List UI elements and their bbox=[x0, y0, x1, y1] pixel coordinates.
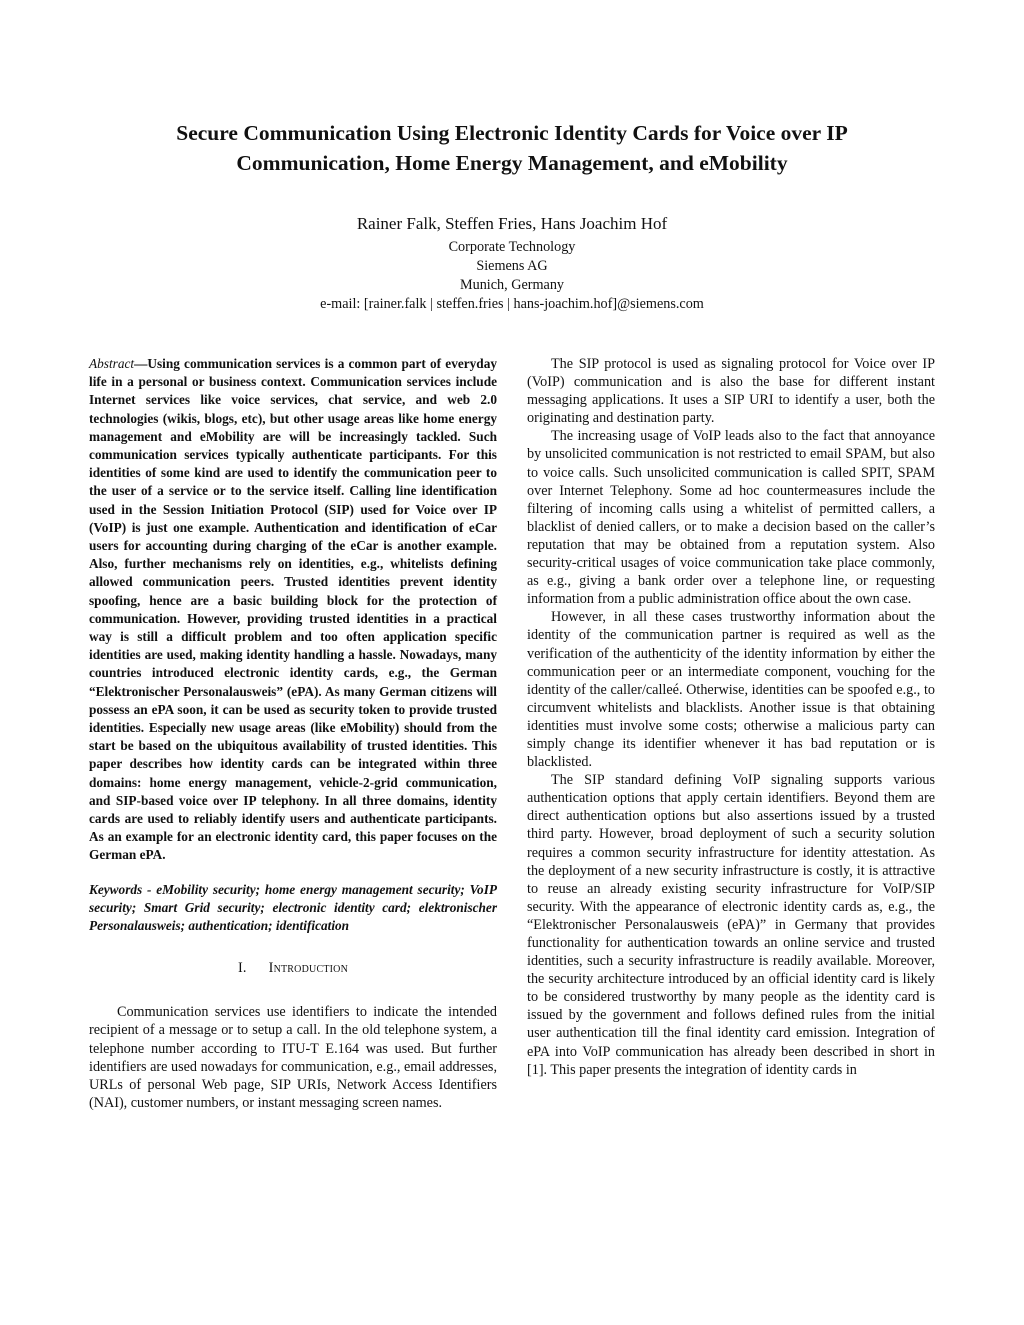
abstract-dash: — bbox=[134, 356, 148, 371]
intro-paragraph: Communication services use identifiers to indicate the intended recipient of a message or to setup a call. In the old telephone system, a telephone number according to ITU-T E.164 was used. But further identifiers are used nowadays for communication, e.g., email addresses, URLs of personal Web page, SIP URIs, Network Access Identifiers (NAI), customer numbers, or instant messaging screen names. bbox=[89, 1004, 497, 1111]
affiliation-email: e-mail: [rainer.falk | steffen.fries | hans-joachim.hof]@siemens.com bbox=[320, 296, 704, 312]
section-title: Introduction bbox=[268, 960, 348, 977]
abstract bbox=[89, 355, 497, 865]
paper-title bbox=[80, 118, 944, 178]
abstract-text: Using communication services is a common part of everyday life in a personal or business context. Communication services include Internet services like voice services, chat service, and web 2.0 technologies (wikis, blogs, etc), but other usage areas like home energy management and eMobility are will be increasingly tackled. Such communication services typically authenticate participants. For this identities of some kind are used to identify the communication peer to the user of a service or to the service itself. Calling line identification used in the Session Initiation Protocol (SIP) used for Voice over IP (VoIP) is just one example. Authentication and identification of eCar users for accounting during charging of the eCar is another example. Also, further mechanisms rely on identities, e.g., whitelists defining allowed communication peers. Trusted identities prevent identity spoofing, hence are a basic building block for the protection of communication. However, providing trusted identities in a practical way is still a difficult problem and too often application specific identities are used, making identity handling a hassle. Nowadays, many countries introduced electronic identity cards, e.g., the German “Elektronischer Personalausweis” (ePA). As many German citizens will possess an ePA soon, it can be used as security token to provide trusted identities. Especially new usage areas (like eMobility) should from the start be based on the ubiquitous availability of trusted identities. This paper describes how identity cards can be integrated within three domains: home energy management, vehicle-2-grid communication, and SIP-based voice over IP telephony. In all three domains, identity cards are used to reliably identify users and authenticate participants. As an example for an electronic identity card, this paper focuses on the German ePA. bbox=[89, 356, 497, 863]
section-heading-introduction bbox=[89, 959, 497, 977]
affiliation-dept: Corporate Technology bbox=[448, 239, 576, 255]
body-paragraph: The increasing usage of VoIP leads also to the fact that annoyance by unsolicited communication is not restricted to email SPAM, but also to voice calls. Such unsolicited communication is called SPIT, SPAM over Internet Telephony. Some ad hoc countermeasures include the filtering of incoming calls using a whitelist of permitted callers, a blacklist of denied callers, or to make a decision based on the caller’s reputation that may be obtained from a reputation system. Also security-critical usages of voice communication take place commonly, as e.g., giving a bank order over a telephone line, or requesting information from a public administration office about the own case. bbox=[527, 428, 935, 608]
body-paragraph: The SIP standard defining VoIP signaling supports various authentication options that apply certain identifiers. Beyond them are direct authentication options but also assertions issued by a trusted third party. However, broad deployment of such a security solution requires a common security infrastructure for identity attestation. As the deployment of a new security infrastructure is costly, it is attractive to reuse an already existing security infrastructure for VoIP/SIP security. With the appearance of electronic identity cards as, e.g., the “Elektronischer Personalausweis (ePA)” in Germany that provides functionality for authentication towards an online service and trusted identities, such a security infrastructure is readily available. Moreover, the security architecture introduced by an official identity card is likely to be considered trustworthy by many people as the identity card is issued by the government and follows defined rules from the initial user authentication till the final identity card emission. Integration of ePA into VoIP communication has already been described in short in [1]. This paper presents the integration of identity cards in bbox=[527, 772, 935, 1078]
affiliation bbox=[0, 238, 1024, 314]
affiliation-location: Munich, Germany bbox=[459, 277, 565, 293]
left-column bbox=[89, 355, 497, 1112]
keywords: Keywords - eMobility security; home energy management security; VoIP security; Smart Grid security; electronic identity card; elektronischer Personalausweis; authentication; identification bbox=[89, 881, 497, 934]
right-column bbox=[527, 355, 935, 1079]
section-number: I. bbox=[237, 960, 247, 977]
body-paragraph: However, in all these cases trustworthy information about the identity of the communication partner is required as well as the verification of the authenticity of the identity information by either the communication peer or an intermediate component, vouching for the identity of the caller/calleé. Otherwise, identities can be spoofed e.g., to circumvent whitelists and blacklists. Another issue is that obtaining identities must involve some costs; otherwise a malicious party can simply change its identifier whenever it has bad reputation or is blacklisted. bbox=[527, 609, 935, 771]
body-paragraph: The SIP protocol is used as signaling protocol for Voice over IP (VoIP) communication and is also the base for different instant messaging applications. It uses a SIP URI to identify a user, both the originating and destination party. bbox=[527, 356, 935, 427]
title-line-1: Secure Communication Using Electronic Identity Cards for Voice over IP bbox=[176, 121, 848, 145]
abstract-label: Abstract bbox=[89, 356, 135, 371]
title-line-2: Communication, Home Energy Management, and eMobility bbox=[236, 151, 788, 175]
author-list: Rainer Falk, Steffen Fries, Hans Joachim Hof bbox=[356, 214, 668, 233]
affiliation-org: Siemens AG bbox=[476, 258, 548, 274]
